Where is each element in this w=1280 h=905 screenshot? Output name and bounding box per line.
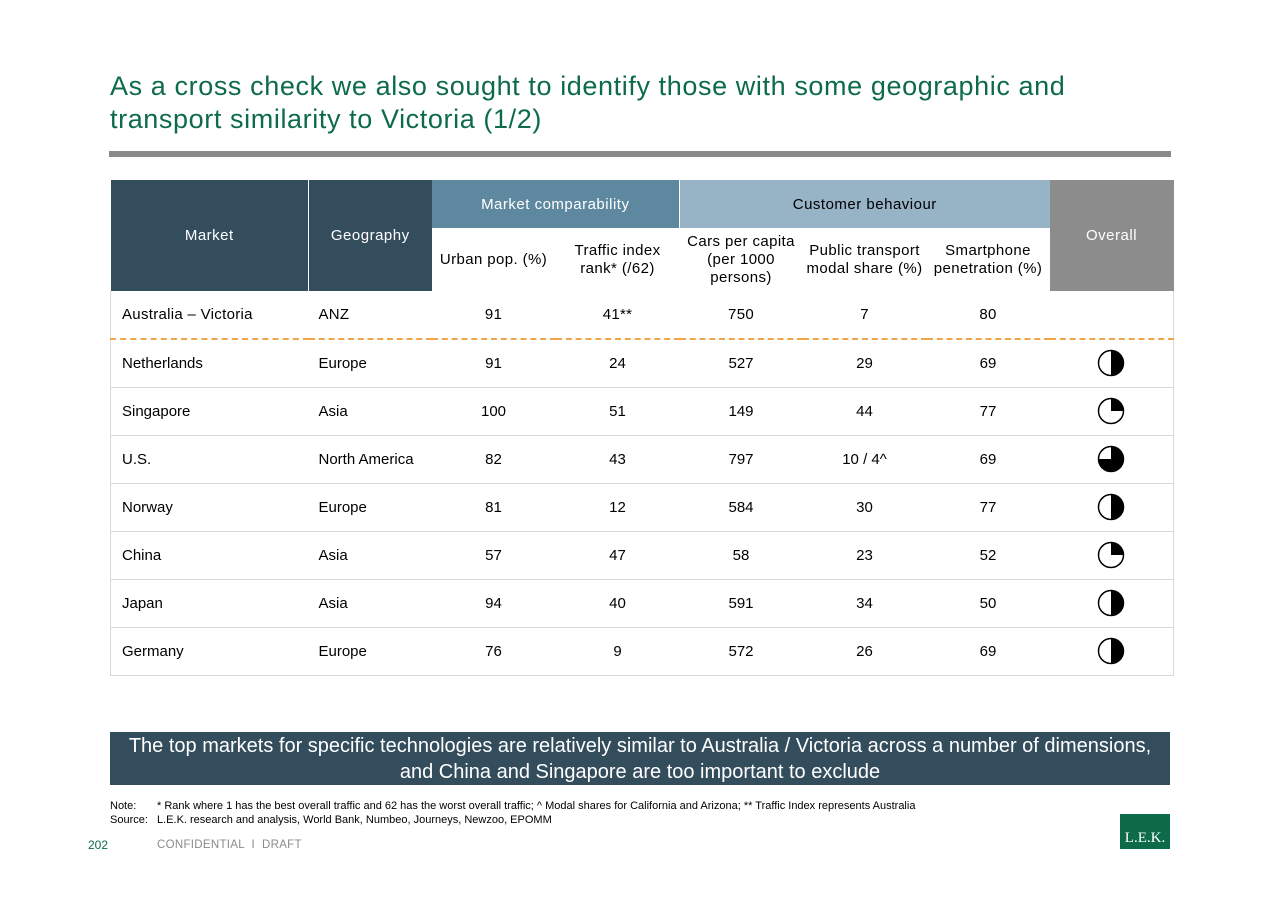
header-cars-per-capita xyxy=(680,228,803,291)
cell-market: U.S. xyxy=(111,435,309,483)
cell-overall xyxy=(1050,483,1174,531)
cell-cars-per-capita: 572 xyxy=(680,627,803,675)
cell-geography: Asia xyxy=(309,531,432,579)
cell-urban-pop: 81 xyxy=(432,483,556,531)
cell-overall xyxy=(1050,339,1174,387)
header-urban-pop: Urban pop. (%) xyxy=(432,228,556,291)
cell-smartphone: 52 xyxy=(927,531,1050,579)
cell-overall xyxy=(1050,531,1174,579)
header-smartphone-label: Smartphone penetration (%) xyxy=(933,241,1043,277)
harvey-ball-icon xyxy=(1097,493,1125,521)
cell-overall xyxy=(1050,579,1174,627)
header-geography: Geography xyxy=(309,180,432,291)
cell-public-transport: 10 / 4^ xyxy=(803,435,927,483)
confidential-label: CONFIDENTIAL I DRAFT xyxy=(157,839,302,851)
header-group-market-comparability: Market comparability xyxy=(432,180,680,228)
table-row xyxy=(111,339,1174,387)
cell-traffic-index: 24 xyxy=(556,339,680,387)
note-text: * Rank where 1 has the best overall traffic and 62 has the worst overall traffic; ^ Modal shares for California and Arizona; ** Traffic Index represents Australia xyxy=(157,800,916,812)
cell-public-transport: 30 xyxy=(803,483,927,531)
harvey-ball-icon xyxy=(1097,541,1125,569)
harvey-ball-fill xyxy=(1111,639,1123,664)
cell-cars-per-capita: 58 xyxy=(680,531,803,579)
cell-smartphone: 69 xyxy=(927,339,1050,387)
note-label: Note: xyxy=(110,800,137,812)
table-row xyxy=(111,531,1174,579)
harvey-ball-icon xyxy=(1097,589,1125,617)
cell-cars-per-capita: 527 xyxy=(680,339,803,387)
cell-public-transport: 29 xyxy=(803,339,927,387)
cell-geography: North America xyxy=(309,435,432,483)
note-row xyxy=(110,799,1110,813)
reference-row xyxy=(111,291,1174,339)
cell-smartphone: 69 xyxy=(927,435,1050,483)
page-number: 202 xyxy=(88,838,109,852)
harvey-ball-fill xyxy=(1111,399,1124,412)
cell-geography: Europe xyxy=(309,339,432,387)
page-title: As a cross check we also sought to identify those with some geographic and transport similarity to Victoria (1/2) xyxy=(110,71,1066,134)
table-row xyxy=(111,483,1174,531)
cell-public-transport: 34 xyxy=(803,579,927,627)
lek-logo: L.E.K. xyxy=(1120,814,1170,849)
cell-urban-pop: 57 xyxy=(432,531,556,579)
header-market: Market xyxy=(111,180,309,291)
cell-traffic-index: 51 xyxy=(556,387,680,435)
source-row xyxy=(110,813,1110,827)
table-row xyxy=(111,435,1174,483)
header-traffic-index xyxy=(556,228,680,291)
cell-overall xyxy=(1050,387,1174,435)
cell-smartphone: 50 xyxy=(927,579,1050,627)
cell-public-transport: 44 xyxy=(803,387,927,435)
cell-cars-per-capita: 797 xyxy=(680,435,803,483)
cell-traffic-index: 40 xyxy=(556,579,680,627)
footnotes xyxy=(110,799,1110,827)
cell-smartphone: 69 xyxy=(927,627,1050,675)
cell-smartphone: 80 xyxy=(927,291,1050,339)
harvey-ball-icon xyxy=(1097,637,1125,665)
harvey-ball-fill xyxy=(1111,591,1123,616)
harvey-ball-icon xyxy=(1097,397,1125,425)
cell-urban-pop: 91 xyxy=(432,339,556,387)
cell-smartphone: 77 xyxy=(927,387,1050,435)
cell-traffic-index: 41** xyxy=(556,291,680,339)
cell-traffic-index: 9 xyxy=(556,627,680,675)
header-overall: Overall xyxy=(1050,180,1174,291)
cell-market: Germany xyxy=(111,627,309,675)
cell-public-transport: 7 xyxy=(803,291,927,339)
header-traffic-index-label: Traffic index rank* (/62) xyxy=(574,241,661,277)
cell-geography: Asia xyxy=(309,579,432,627)
harvey-ball-icon xyxy=(1097,445,1125,473)
harvey-ball-icon xyxy=(1097,349,1125,377)
source-text: L.E.K. research and analysis, World Bank, Numbeo, Journeys, Newzoo, EPOMM xyxy=(157,814,552,826)
cell-urban-pop: 76 xyxy=(432,627,556,675)
table-row xyxy=(111,579,1174,627)
cell-market: Norway xyxy=(111,483,309,531)
cell-overall xyxy=(1050,435,1174,483)
source-label: Source: xyxy=(110,814,148,826)
cell-geography: Asia xyxy=(309,387,432,435)
cell-urban-pop: 94 xyxy=(432,579,556,627)
cell-market: Singapore xyxy=(111,387,309,435)
cell-market: Australia – Victoria xyxy=(111,291,309,339)
cell-geography: Europe xyxy=(309,483,432,531)
cell-urban-pop: 82 xyxy=(432,435,556,483)
cell-urban-pop: 100 xyxy=(432,387,556,435)
harvey-ball-fill xyxy=(1111,495,1123,520)
cell-traffic-index: 12 xyxy=(556,483,680,531)
cell-overall xyxy=(1050,627,1174,675)
header-group-customer-behaviour: Customer behaviour xyxy=(680,180,1050,228)
harvey-ball-fill xyxy=(1111,351,1123,376)
header-public-transport-label: Public transport modal share (%) xyxy=(806,241,923,277)
cell-urban-pop: 91 xyxy=(432,291,556,339)
title-divider xyxy=(109,151,1171,157)
table-row xyxy=(111,387,1174,435)
header-public-transport xyxy=(803,228,927,291)
comparison-table xyxy=(110,180,1174,676)
cell-traffic-index: 47 xyxy=(556,531,680,579)
cell-smartphone: 77 xyxy=(927,483,1050,531)
cell-market: China xyxy=(111,531,309,579)
cell-public-transport: 23 xyxy=(803,531,927,579)
cell-geography: Europe xyxy=(309,627,432,675)
cell-cars-per-capita: 584 xyxy=(680,483,803,531)
key-takeaway-callout: The top markets for specific technologies are relatively similar to Australia / Victoria across a number of dimensions, and China and Singapore are too important to exclude xyxy=(110,732,1170,785)
cell-traffic-index: 43 xyxy=(556,435,680,483)
cell-overall xyxy=(1050,291,1174,339)
header-smartphone xyxy=(927,228,1050,291)
cell-cars-per-capita: 750 xyxy=(680,291,803,339)
cell-geography: ANZ xyxy=(309,291,432,339)
harvey-ball-fill xyxy=(1111,543,1124,556)
cell-cars-per-capita: 591 xyxy=(680,579,803,627)
cell-market: Japan xyxy=(111,579,309,627)
cell-cars-per-capita: 149 xyxy=(680,387,803,435)
table-row xyxy=(111,627,1174,675)
cell-market: Netherlands xyxy=(111,339,309,387)
header-cars-per-capita-label: Cars per capita (per 1000 persons) xyxy=(687,232,795,286)
cell-public-transport: 26 xyxy=(803,627,927,675)
